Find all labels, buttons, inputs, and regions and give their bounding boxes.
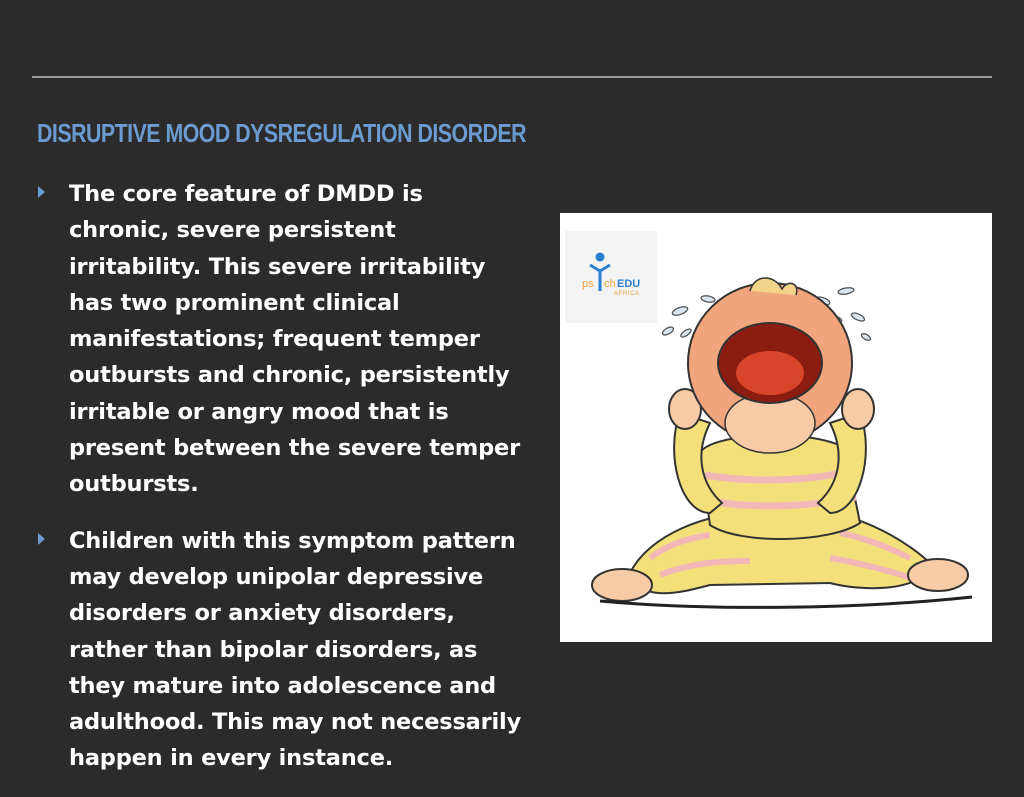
bullet-item [36,523,526,777]
bullet-text: Children with this symptom pattern may develop unipolar depressive disorders or anxiety disorders, rather than bipolar disorders, as they mature into adolescence and adulthood. This may not necessarily happen in every instance. [69,527,522,772]
logo-text-edu: EDU [617,278,641,290]
bullet-arrow-icon [38,186,45,198]
logo-text-africa: AFRICA [614,291,640,297]
bullet-text: The core feature of DMDD is chronic, severe persistent irritability. This severe irritability has two prominent clinical manifestations; frequent temper outbursts and chronic, persistently irritable or angry mood that is present between the severe temper outbursts. [69,181,520,498]
bullet-item [36,176,526,503]
crying-child-illustration [560,213,992,642]
slide-title: DISRUPTIVE MOOD DYSREGULATION DISORDER [37,118,527,148]
header-divider [32,76,992,78]
psychedu-africa-logo [565,231,657,323]
logo-text-ps: ps [582,278,594,290]
bullet-arrow-icon [38,533,45,545]
logo-text-ch: ch [604,278,616,290]
bullet-list [36,176,526,797]
